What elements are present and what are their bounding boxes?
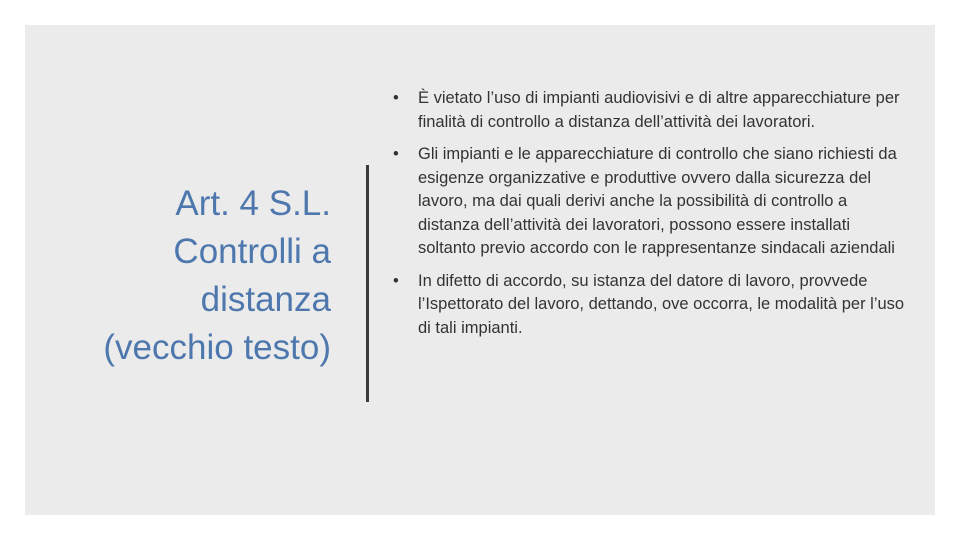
bullet-item-1 xyxy=(391,87,911,134)
vertical-divider xyxy=(366,165,369,402)
slide xyxy=(25,25,935,515)
title-line-4: (vecchio testo) xyxy=(103,328,331,367)
bullet-text-3: In difetto di accordo, su istanza del datore di lavoro, provvede l’Ispettorato del lavoro, dettando, ove occorra, le modalità per l’uso di tali impianti. xyxy=(418,271,905,337)
slide-title xyxy=(25,180,331,372)
bullet-text-2: Gli impianti e le apparecchiature di controllo che siano richiesti da esigenze organizzative e produttive ovvero dalla sicurezza del lavoro, ma dai quali derivi anche la possibilità di controllo a distanza dell’attività dei lavoratori, possono essere installati soltanto previo accordo con le rappresentanze sindacali aziendali xyxy=(418,145,897,257)
title-line-1: Art. 4 S.L. xyxy=(175,184,331,223)
bullet-marker-icon: • xyxy=(393,89,399,107)
title-line-2: Controlli a xyxy=(173,232,331,271)
bullet-marker-icon: • xyxy=(393,145,399,163)
bullet-item-2 xyxy=(391,143,911,261)
bullet-list xyxy=(391,87,911,349)
title-line-3: distanza xyxy=(200,280,331,319)
bullet-marker-icon: • xyxy=(393,271,399,290)
bullet-item-3 xyxy=(391,270,911,341)
bullet-text-1: È vietato l’uso di impianti audiovisivi e di altre apparecchiature per finalità di controllo a distanza dell’attività dei lavoratori. xyxy=(418,89,900,131)
